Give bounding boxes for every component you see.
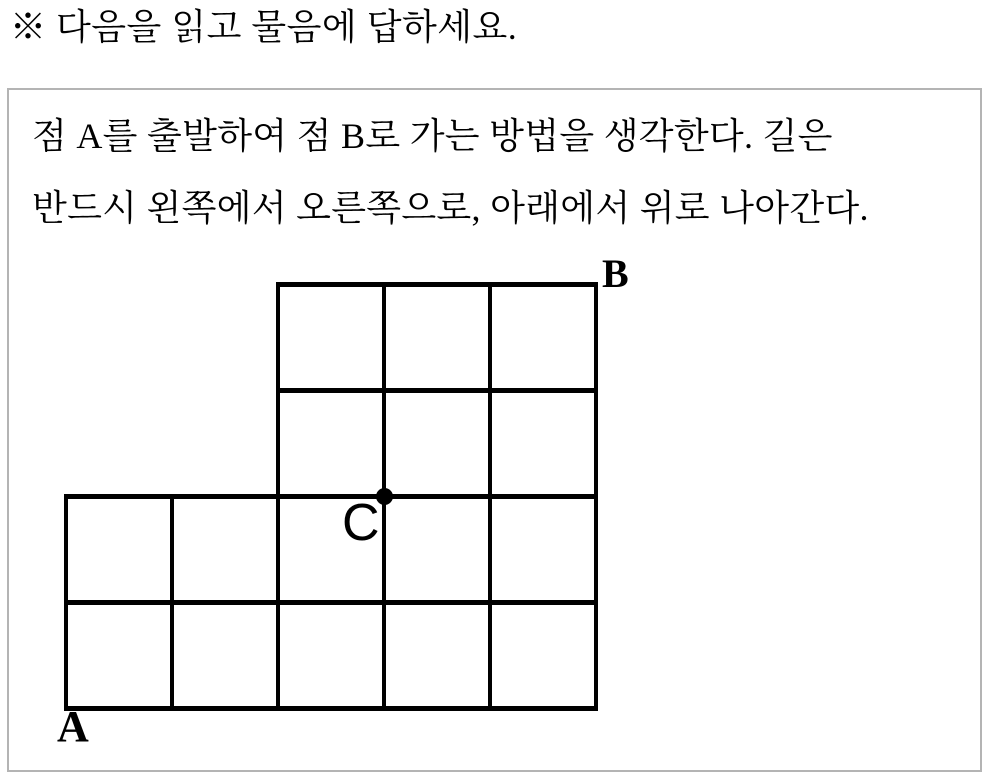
grid-line-vertical (488, 282, 492, 710)
problem-text-line-2: 반드시 왼쪽에서 오른쪽으로, 아래에서 위로 나아간다. (32, 188, 869, 228)
grid-line-horizontal (64, 600, 598, 605)
point-label-c: C (342, 494, 380, 552)
point-label-a: A (57, 702, 89, 751)
grid-line-vertical (276, 282, 280, 710)
point-label-b: B (602, 251, 629, 296)
problem-text-line-1: 점 A를 출발하여 점 B로 가는 방법을 생각한다. 길은 (32, 116, 833, 156)
grid-line-vertical (64, 494, 68, 710)
grid-line-horizontal (276, 388, 598, 393)
grid-line-horizontal (276, 282, 598, 287)
grid-line-horizontal (64, 494, 598, 499)
grid-line-vertical (594, 282, 598, 710)
grid-line-horizontal (64, 706, 598, 711)
instruction-text: ※ 다음을 읽고 물음에 답하세요. (10, 7, 518, 47)
grid-line-vertical (170, 494, 174, 710)
